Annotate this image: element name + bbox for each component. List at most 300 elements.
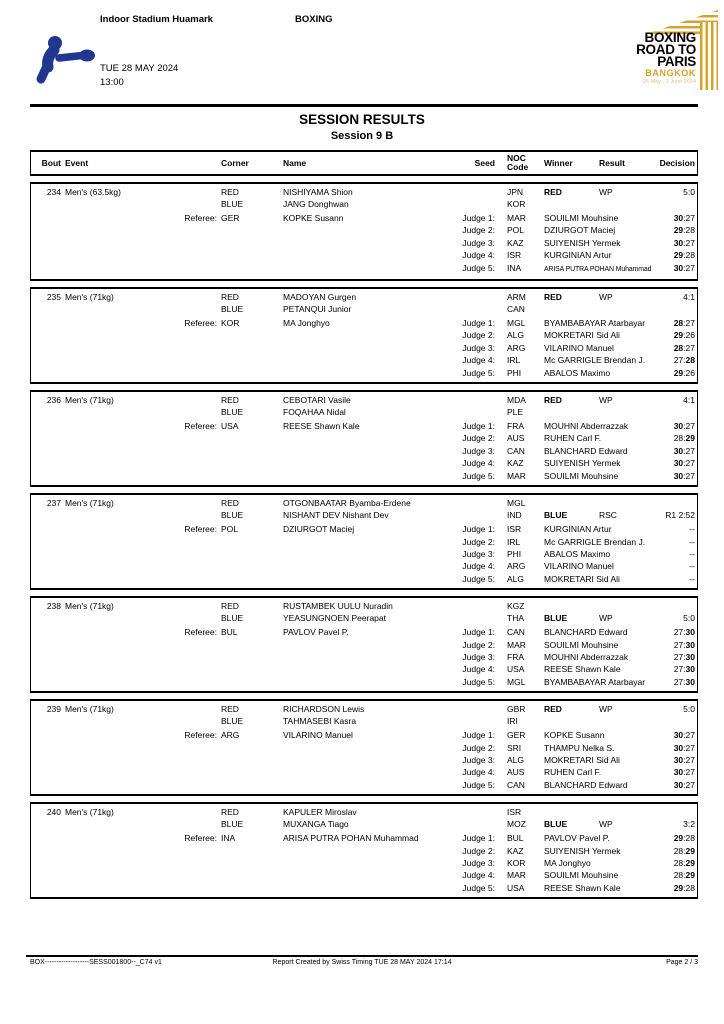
judge-score-colon: : <box>683 833 686 844</box>
judge-score: -- <box>689 561 695 572</box>
footer-created-by: Report Created by Swiss Timing TUE 28 MAY 2024 17:14 <box>272 959 452 966</box>
decision-value: 4:1 <box>683 292 695 303</box>
judge-score-blue: 28 <box>685 833 695 844</box>
judge-label: Judge 3: <box>462 858 495 868</box>
noc-code: THA <box>507 613 524 624</box>
judge-score-blue: 27 <box>685 767 695 778</box>
judge-label: Judge 2: <box>462 225 495 236</box>
judge-noc: KAZ <box>507 458 524 469</box>
judge-score-red: 27 <box>673 355 684 366</box>
corner-label: BLUE <box>221 407 244 418</box>
judge-label: Judge 1: <box>462 730 495 741</box>
referee-noc: INA <box>221 833 236 844</box>
boxer-name: RUSTAMBEK UULU Nuradin <box>283 601 393 612</box>
referee-name-cell <box>283 317 495 329</box>
judge-row <box>31 742 697 754</box>
judge-score-colon: : <box>683 858 686 868</box>
referee-label: Referee: <box>184 833 217 844</box>
judge-score <box>654 224 695 236</box>
referee-label: Referee: <box>184 627 217 638</box>
judge-noc: USA <box>507 882 525 893</box>
session-datetime <box>100 62 178 90</box>
judge-label: Judge 3: <box>462 342 495 353</box>
result-label: WP <box>599 704 613 715</box>
judge-noc: ALG <box>507 754 525 765</box>
fighter-row-blue <box>31 818 697 830</box>
judge-name: BYAMBABAYAR Atarbayar <box>544 676 646 687</box>
referee-name-cell <box>283 729 495 741</box>
judge-noc: ARG <box>507 342 526 353</box>
fighter-row-blue <box>31 715 697 727</box>
judge-name: SOUILMI Mouhsine <box>544 470 619 481</box>
judge-score-blue: 28 <box>685 250 695 261</box>
noc-code: MGL <box>507 498 526 509</box>
sport-label: BOXING <box>295 14 333 25</box>
referee-judge1-row <box>31 523 697 535</box>
judge-score-blue: 27 <box>685 237 695 248</box>
judge-row <box>31 354 697 366</box>
judge-score <box>654 639 695 651</box>
judge-name: SUIYENISH Yermek <box>544 237 621 248</box>
judge-score-blue: 26 <box>685 330 695 341</box>
judge-name: ABALOS Maximo <box>544 548 611 559</box>
judge-score-red: 28 <box>673 433 684 444</box>
referee-name: MA Jonghyo <box>283 318 330 329</box>
judge-row <box>31 560 697 572</box>
judge-score-red: 30 <box>673 767 684 778</box>
judge-row <box>31 779 697 791</box>
judge-score-colon: : <box>683 470 686 481</box>
judge-score <box>654 882 695 894</box>
decision-value: R1 2:52 <box>665 510 695 521</box>
logo-stripes-right <box>700 22 718 90</box>
judge-noc: IRL <box>507 355 521 366</box>
judge-score <box>654 676 695 688</box>
judge-score-colon: : <box>683 318 686 329</box>
session-time: 13:00 <box>100 77 124 88</box>
judge-label: Judge 1: <box>462 421 495 432</box>
judge-score <box>654 766 695 778</box>
winner-label: BLUE <box>544 819 568 830</box>
judge-noc: KAZ <box>507 237 524 248</box>
fighter-row-blue <box>31 198 697 210</box>
judge-noc: MGL <box>507 676 526 687</box>
referee-noc: GER <box>221 213 240 223</box>
noc-code: PLE <box>507 407 524 418</box>
judge-label: Judge 3: <box>462 548 495 559</box>
event-label: Men's (71kg) <box>65 292 114 303</box>
judge-score-blue: 27 <box>685 342 695 353</box>
referee-noc: KOR <box>221 318 240 329</box>
judge-score-red: 30 <box>673 445 684 456</box>
referee-noc: BUL <box>221 627 238 638</box>
judge-score-colon: : <box>683 262 686 273</box>
judge-noc: CAN <box>507 627 525 638</box>
judge-score-red: 30 <box>673 262 684 273</box>
judge-score <box>654 869 695 881</box>
judge-label: Judge 5: <box>462 676 495 687</box>
col-header-noc-code: NOC Code <box>507 153 529 172</box>
winner-label: RED <box>544 395 562 406</box>
judge-score-blue: 29 <box>685 870 695 881</box>
event-label: Men's (71kg) <box>65 395 114 406</box>
boxer-name: MADOYAN Gurgen <box>283 292 357 303</box>
event-label: Men's (71kg) <box>65 807 114 818</box>
judge-score: -- <box>689 573 695 584</box>
judge-score <box>654 663 695 675</box>
event-label: Men's (71kg) <box>65 601 114 612</box>
decision-value: 5:0 <box>683 704 695 715</box>
judge-row <box>31 845 697 857</box>
judge-score-red: 29 <box>673 250 684 261</box>
judge-score-colon: : <box>683 779 686 790</box>
judge-row <box>31 432 697 444</box>
bout-block <box>30 802 698 899</box>
result-label: WP <box>599 292 613 303</box>
bout-number: 234 <box>46 187 61 197</box>
judge-name: SUIYENISH Yermek <box>544 845 621 856</box>
judge-score-colon: : <box>683 237 686 248</box>
judge-label: Judge 5: <box>462 262 495 273</box>
judge-name: BYAMBABAYAR Atarbayar <box>544 318 646 329</box>
corner-label: BLUE <box>221 819 244 830</box>
bout-number: 235 <box>46 292 61 303</box>
judge-score-colon: : <box>683 870 686 881</box>
judge-score <box>654 729 695 741</box>
judge-score <box>654 432 695 444</box>
judge-label: Judge 2: <box>462 330 495 341</box>
corner-label: BLUE <box>221 199 244 209</box>
judge-noc: GER <box>507 730 526 741</box>
judge-score <box>654 342 695 354</box>
noc-code: GBR <box>507 704 526 715</box>
judge-noc: AUS <box>507 433 525 444</box>
boxer-name: JANG Donghwan <box>283 199 349 209</box>
judge-name: REESE Shawn Kale <box>544 664 621 675</box>
judge-row <box>31 857 697 869</box>
judge-noc: ALG <box>507 330 525 341</box>
result-label: WP <box>599 187 613 197</box>
judge-score-red: 30 <box>673 421 684 432</box>
judge-score-blue: 27 <box>685 262 695 273</box>
judge-row <box>31 445 697 457</box>
bout-number: 238 <box>46 601 61 612</box>
referee-judge1-row <box>31 420 697 432</box>
judge-score-blue: 27 <box>685 470 695 481</box>
noc-code: IRI <box>507 716 518 727</box>
judge-score-colon: : <box>683 342 686 353</box>
judge-name: Mc GARRIGLE Brendan J. <box>544 536 646 547</box>
judge-score-colon: : <box>683 330 686 341</box>
judge-row <box>31 651 697 663</box>
col-header-decision: Decision <box>659 158 695 168</box>
judge-score-colon: : <box>683 651 686 662</box>
judge-score <box>654 249 695 261</box>
bout-block <box>30 182 698 281</box>
judge-score: -- <box>689 524 695 535</box>
judge-score-blue: 27 <box>685 730 695 741</box>
judge-label: Judge 4: <box>462 664 495 675</box>
noc-code: CAN <box>507 304 525 315</box>
judge-label: Judge 1: <box>462 627 495 638</box>
judge-label: Judge 5: <box>462 573 495 584</box>
judge-score-colon: : <box>683 213 686 223</box>
boxer-name: CEBOTARI Vasile <box>283 395 351 406</box>
results-table <box>30 150 698 899</box>
judge-score-blue: 27 <box>685 458 695 469</box>
judge-score-colon: : <box>683 882 686 893</box>
judge-name: SUIYENISH Yermek <box>544 458 621 469</box>
judge-score-red: 28 <box>673 318 684 329</box>
judge-noc: FRA <box>507 421 524 432</box>
corner-label: RED <box>221 498 239 509</box>
judge-noc: MAR <box>507 639 526 650</box>
col-header-winner: Winner <box>544 158 573 168</box>
judge-score-red: 27 <box>673 639 684 650</box>
judge-name: THAMPU Nelka S. <box>544 742 615 753</box>
judge-score-blue: 30 <box>685 676 695 687</box>
judge-label: Judge 1: <box>462 524 495 535</box>
logo-text <box>636 32 696 86</box>
referee-name: DZIURGOT Maciej <box>283 524 355 535</box>
corner-label: BLUE <box>221 613 244 624</box>
judge-noc: CAN <box>507 779 525 790</box>
boxer-name: YEASUNGNOEN Peerapat <box>283 613 386 624</box>
judge-name: ARISA PUTRA POHAN Muhammad <box>544 265 652 273</box>
decision-value: 5:0 <box>683 613 695 624</box>
venue-label: Indoor Stadium Huamark <box>100 14 213 25</box>
boxer-name: MUXANGA Tiago <box>283 819 349 830</box>
referee-noc: ARG <box>221 730 240 741</box>
judge-noc: FRA <box>507 651 524 662</box>
fighter-row-red <box>31 291 697 303</box>
judge-name: REESE Shawn Kale <box>544 882 621 893</box>
referee-judge1-row <box>31 626 697 638</box>
judge-score-red: 28 <box>673 342 684 353</box>
corner-label: RED <box>221 187 239 197</box>
referee-judge1-row <box>31 317 697 329</box>
noc-code: MOZ <box>507 819 526 830</box>
bout-block <box>30 699 698 796</box>
judge-score-colon: : <box>683 367 686 378</box>
boxing-pictogram-icon <box>32 34 96 86</box>
judge-score-red: 30 <box>673 779 684 790</box>
judge-score-red: 29 <box>673 882 684 893</box>
referee-label: Referee: <box>184 318 217 329</box>
bout-block <box>30 596 698 693</box>
referee-label: Referee: <box>184 213 217 223</box>
judge-score <box>654 317 695 329</box>
judge-row <box>31 262 697 276</box>
judge-row <box>31 237 697 249</box>
judge-score <box>654 445 695 457</box>
referee-noc: POL <box>221 524 239 535</box>
judge-score-colon: : <box>683 421 686 432</box>
fighter-row-blue <box>31 406 697 418</box>
referee-label: Referee: <box>184 421 217 432</box>
judge-noc: MAR <box>507 470 526 481</box>
judge-score-colon: : <box>683 676 686 687</box>
judge-label: Judge 4: <box>462 458 495 469</box>
judge-noc: ARG <box>507 561 526 572</box>
judge-label: Judge 1: <box>462 213 495 223</box>
judge-score-colon: : <box>683 445 686 456</box>
judge-noc: ISR <box>507 250 522 261</box>
referee-name: REESE Shawn Kale <box>283 421 360 432</box>
winner-label: RED <box>544 187 562 197</box>
referee-name: KOPKE Susann <box>283 213 344 223</box>
judge-label: Judge 5: <box>462 470 495 481</box>
judge-name: ABALOS Maximo <box>544 367 611 378</box>
judge-label: Judge 2: <box>462 742 495 753</box>
bout-number: 237 <box>46 498 61 509</box>
report-header <box>0 0 724 104</box>
judge-score-red: 29 <box>673 367 684 378</box>
noc-code: JPN <box>507 187 524 197</box>
referee-label: Referee: <box>184 730 217 741</box>
report-footer <box>26 955 698 969</box>
judge-row <box>31 367 697 379</box>
judge-row <box>31 470 697 482</box>
boxer-name: RICHARDSON Lewis <box>283 704 365 715</box>
boxer-name: KAPULER Miroslav <box>283 807 357 818</box>
boxer-name: PETANQUI Junior <box>283 304 352 315</box>
decision-value: 5:0 <box>683 187 695 197</box>
judge-label: Judge 1: <box>462 318 495 329</box>
judge-score-blue: 27 <box>685 742 695 753</box>
logo-line-roadto: ROAD TO <box>636 42 696 57</box>
judge-score-colon: : <box>683 225 686 236</box>
judge-label: Judge 3: <box>462 651 495 662</box>
header-divider-rule <box>30 104 698 107</box>
winner-label: BLUE <box>544 510 568 521</box>
judge-label: Judge 4: <box>462 355 495 366</box>
bout-number: 239 <box>46 704 61 715</box>
judge-score <box>654 626 695 638</box>
col-header-bout: Bout <box>41 158 61 168</box>
decision-value: 4:1 <box>683 395 695 406</box>
judge-score-blue: 27 <box>685 318 695 329</box>
boxer-name: NISHANT DEV Nishant Dev <box>283 510 389 521</box>
judge-score <box>654 470 695 482</box>
judge-noc: KOR <box>507 858 526 868</box>
judge-score-blue: 30 <box>685 664 695 675</box>
judge-score-red: 29 <box>673 833 684 844</box>
page-title: SESSION RESULTS <box>299 112 425 127</box>
noc-code: ISR <box>507 807 522 818</box>
judge-score <box>654 262 695 274</box>
referee-judge1-row <box>31 832 697 844</box>
judge-row <box>31 224 697 236</box>
judge-score-colon: : <box>683 355 686 366</box>
judge-label: Judge 2: <box>462 536 495 547</box>
judge-score-red: 30 <box>673 730 684 741</box>
boxer-name: TAHMASEBI Kasra <box>283 716 357 727</box>
session-date: TUE 28 MAY 2024 <box>100 63 179 74</box>
judge-score <box>654 845 695 857</box>
judge-score <box>654 742 695 754</box>
judge-name: MOUHNI Abderrazzak <box>544 421 629 432</box>
fighter-row-red <box>31 186 697 198</box>
judge-row <box>31 548 697 560</box>
judge-score-red: 27 <box>673 676 684 687</box>
judge-score <box>654 329 695 341</box>
fighter-row-red <box>31 394 697 406</box>
judge-score <box>654 420 695 432</box>
winner-label: RED <box>544 704 562 715</box>
judge-name: RUHEN Carl F. <box>544 433 602 444</box>
judge-name: VILARINO Manuel <box>544 561 614 572</box>
judge-score-colon: : <box>683 627 686 638</box>
fighter-row-red <box>31 497 697 509</box>
footer-page-number: Page 2 / 3 <box>666 959 698 966</box>
judge-score-colon: : <box>683 250 686 261</box>
corner-label: RED <box>221 395 239 406</box>
judge-name: SOUILMI Mouhsine <box>544 639 619 650</box>
logo-line-dates: 26 May - 2 June 2024 <box>642 79 696 85</box>
bout-block <box>30 287 698 384</box>
judge-name: SOUILMI Mouhsine <box>544 213 619 223</box>
judge-score-red: 30 <box>673 754 684 765</box>
judge-label: Judge 3: <box>462 237 495 248</box>
judge-score <box>654 354 695 366</box>
judge-score <box>654 857 695 869</box>
judge-score-colon: : <box>683 845 686 856</box>
judge-score-blue: 28 <box>685 355 695 366</box>
judge-label: Judge 2: <box>462 639 495 650</box>
judge-score-blue: 27 <box>685 445 695 456</box>
noc-code: MDA <box>507 395 526 406</box>
event-label: Men's (71kg) <box>65 498 114 509</box>
judge-score-red: 27 <box>673 664 684 675</box>
judge-name: Mc GARRIGLE Brendan J. <box>544 355 646 366</box>
judge-score-colon: : <box>683 664 686 675</box>
judge-label: Judge 4: <box>462 561 495 572</box>
table-header-row <box>30 150 698 176</box>
judge-name: SOUILMI Mouhsine <box>544 870 619 881</box>
referee-name-cell <box>283 523 495 535</box>
judge-score-blue: 30 <box>685 639 695 650</box>
judge-score-colon: : <box>683 730 686 741</box>
judge-name: BLANCHARD Edward <box>544 445 628 456</box>
referee-name: VILARINO Manuel <box>283 730 353 741</box>
judge-name: MOKRETARI Sid Ali <box>544 573 620 584</box>
judge-noc: IRL <box>507 536 521 547</box>
judge-name: DZIURGOT Maciej <box>544 225 616 236</box>
judge-noc: AUS <box>507 767 525 778</box>
referee-name-cell <box>283 420 495 432</box>
judge-name: KOPKE Susann <box>544 730 605 741</box>
col-header-name: Name <box>283 158 307 168</box>
judge-name: PAVLOV Pavel P. <box>544 833 610 844</box>
judge-row <box>31 869 697 881</box>
judge-score-red: 29 <box>673 225 684 236</box>
judge-score-red: 30 <box>673 213 684 223</box>
fighter-row-red <box>31 806 697 818</box>
decision-value: 3:2 <box>683 819 695 830</box>
bout-block <box>30 390 698 487</box>
judge-score-red: 30 <box>673 470 684 481</box>
bout-block <box>30 493 698 590</box>
fighter-row-red <box>31 600 697 612</box>
judge-label: Judge 5: <box>462 367 495 378</box>
judge-score <box>654 367 695 379</box>
judge-name: MA Jonghyo <box>544 858 591 868</box>
judge-score-blue: 27 <box>685 754 695 765</box>
referee-judge1-row <box>31 212 697 224</box>
judge-score-blue: 30 <box>685 627 695 638</box>
referee-label: Referee: <box>184 524 217 535</box>
